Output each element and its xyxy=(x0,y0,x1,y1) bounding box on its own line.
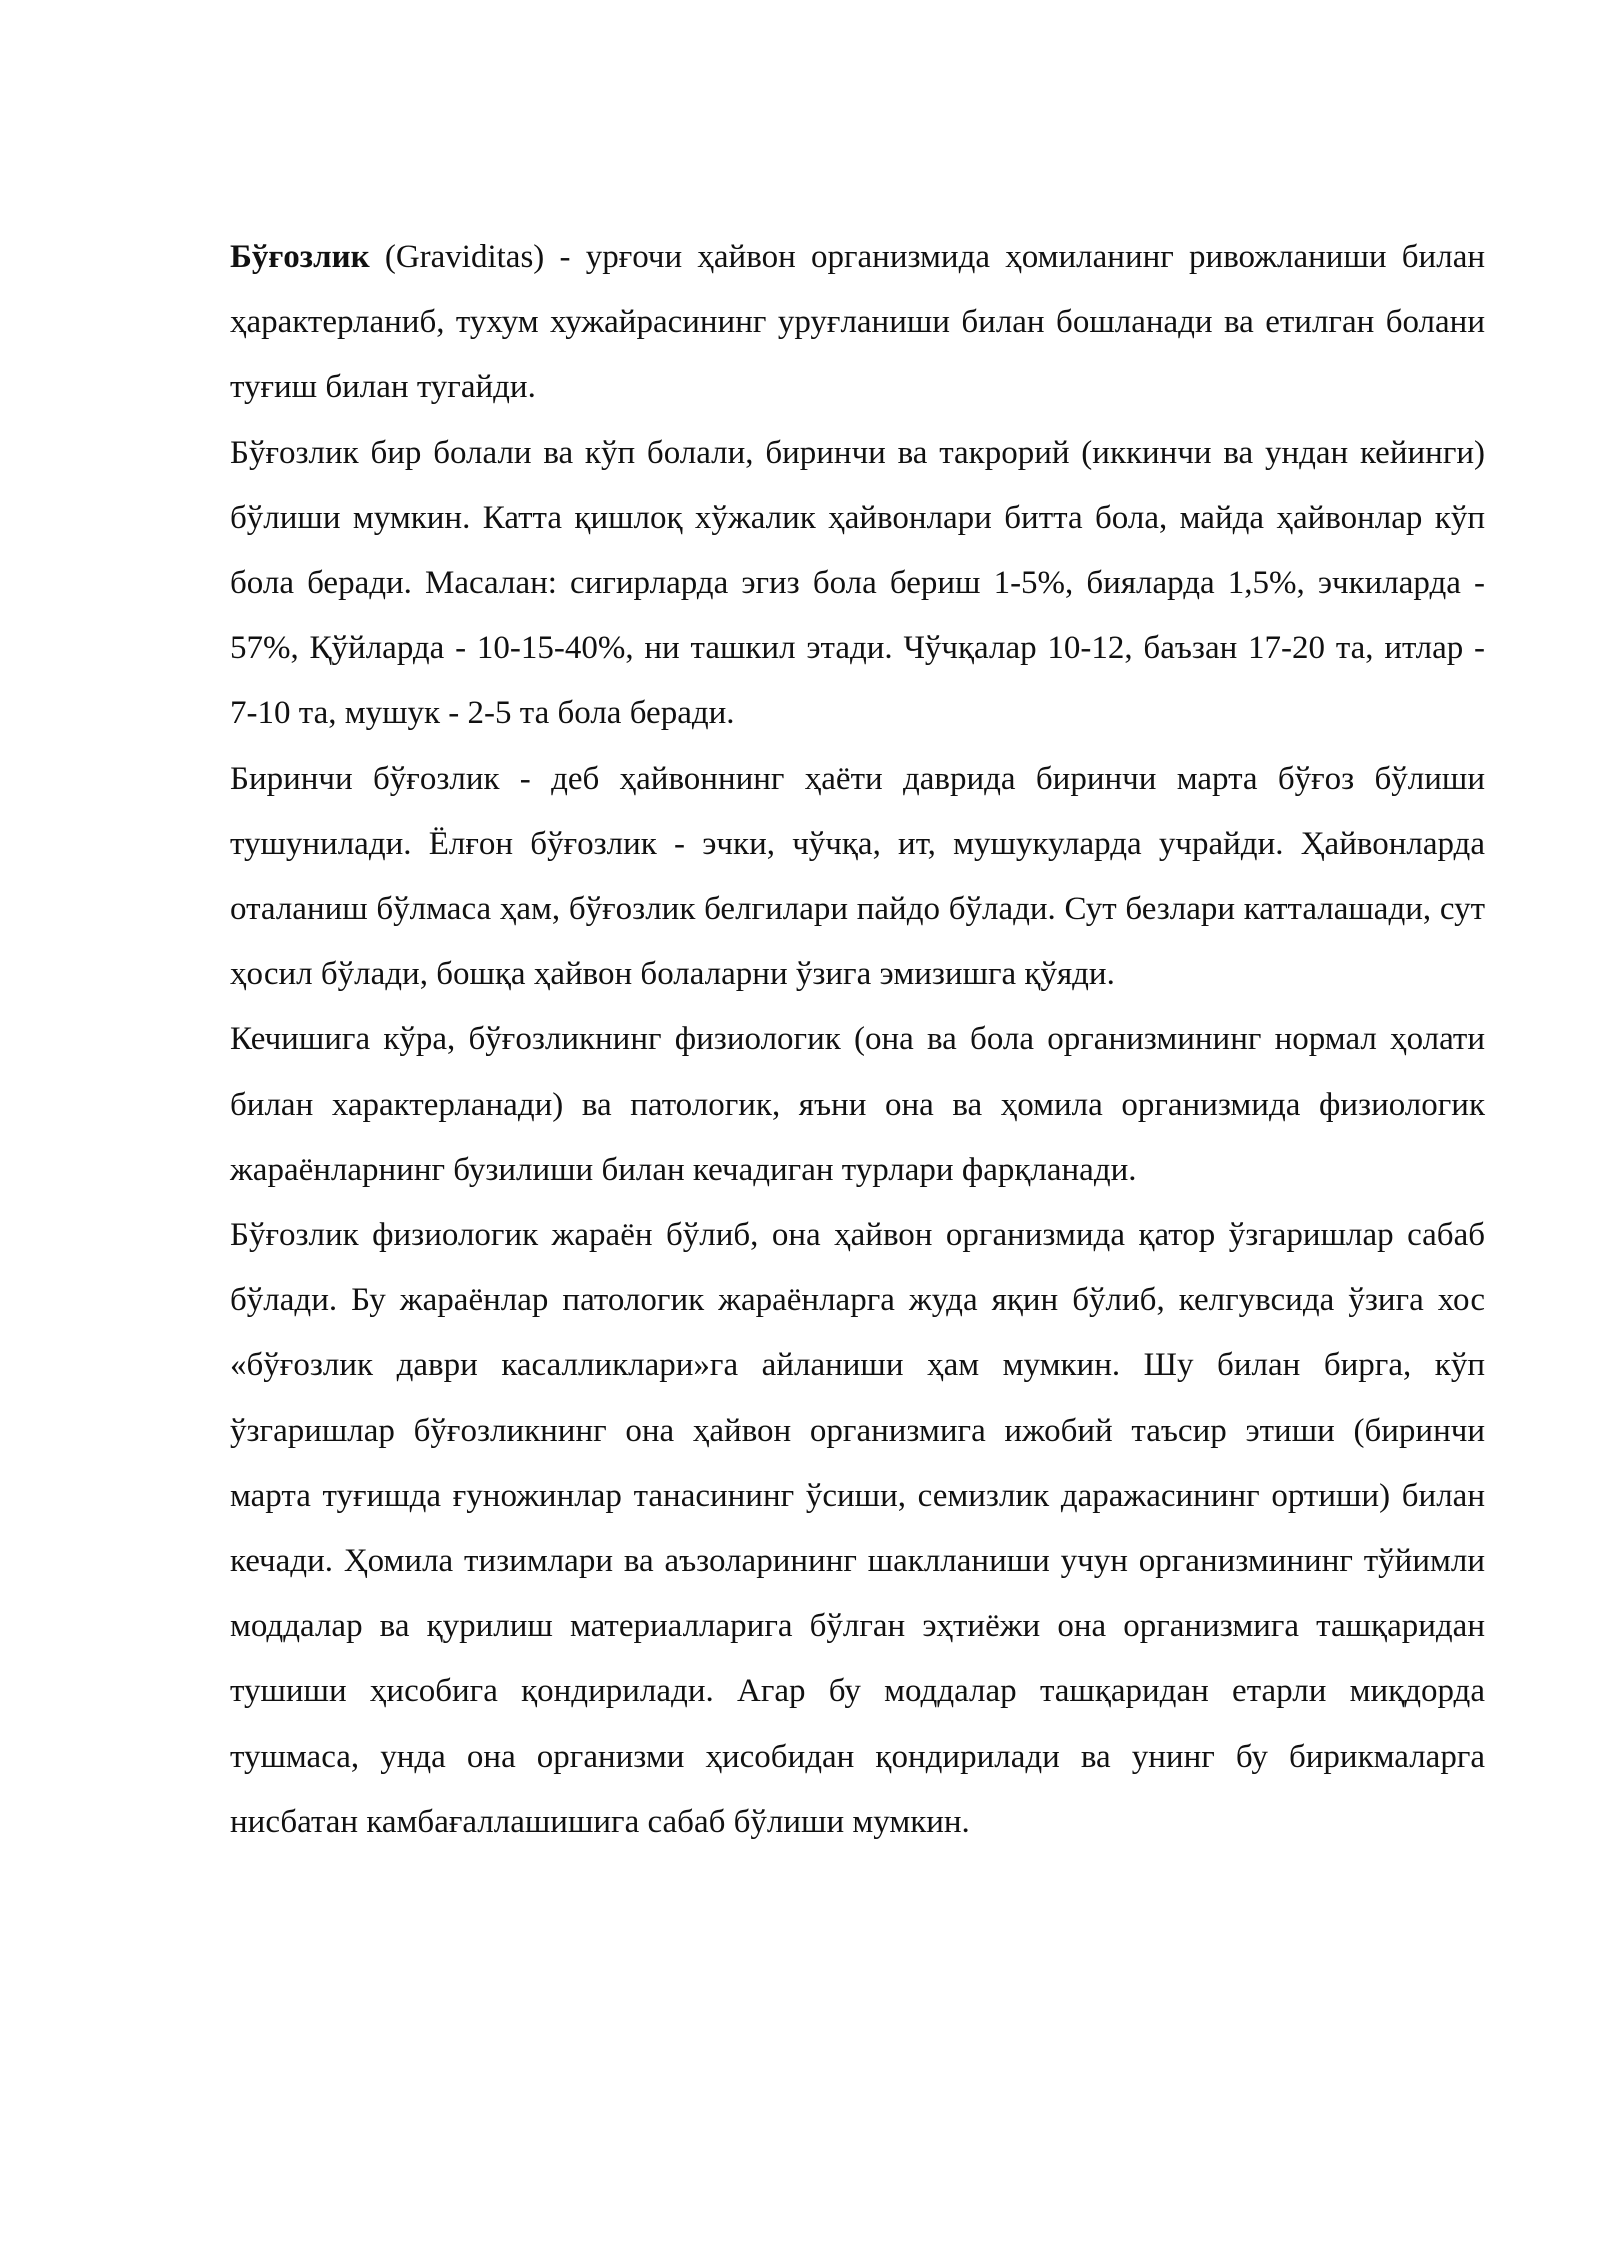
paragraph-1-term: Бўғозлик xyxy=(230,239,370,275)
document-page xyxy=(230,225,1485,1855)
paragraph-1 xyxy=(230,225,1485,421)
paragraph-4: Кечишига кўра, бўғозликнинг физиологик (она ва бола организмининг нормал ҳолати билан характерланади) ва патологик, яъни она ва ҳомила организмида физиологик жараёнларнинг бузилиши билан кечадиган турлари фарқланади. xyxy=(230,1021,1485,1188)
paragraph-3: Биринчи бўғозлик - деб ҳайвоннинг ҳаёти даврида биринчи марта бўғоз бўлиши тушунилади. Ёлғон бўғозлик - эчки, чўчқа, ит, мушукуларда учрайди. Ҳайвонларда оталаниш бўлмаса ҳам, бўғозлик белгилари пайдо бўлади. Сут безлари катталашади, сут ҳосил бўлади, бошқа ҳайвон болаларни ўзига эмизишга қўяди. xyxy=(230,760,1485,993)
paragraph-2: Бўғозлик бир болали ва кўп болали, биринчи ва такрорий (иккинчи ва ундан кейинги) бўлиши мумкин. Катта қишлоқ хўжалик ҳайвонлари битта бола, майда ҳайвонлар кўп бола беради. Масалан: сигирларда эгиз бола бериш 1-5%, бияларда 1,5%, эчкиларда - 57%, Қўйларда - 10-15-40%, ни ташкил этади. Чўчқалар 10-12, баъзан 17-20 та, итлар - 7-10 та, мушук - 2-5 та бола беради. xyxy=(230,434,1485,732)
paragraph-5: Бўғозлик физиологик жараён бўлиб, она ҳайвон организмида қатор ўзгаришлар сабаб бўлади. Бу жараёнлар патологик жараёнларга жуда яқин бўлиб, келгувсида ўзига хос «бўғозлик даври касалликлари»га айланиши ҳам мумкин. Шу билан бирга, кўп ўзгаришлар бўғозликнинг она ҳайвон организмига ижобий таъсир этиши (биринчи марта туғишда ғуножинлар танасининг ўсиши, семизлик даражасининг ортиши) билан кечади. Ҳомила тизимлари ва аъзоларининг шаклланиши учун организмининг тўйимли моддалар ва қурилиш материалларига бўлган эҳтиёжи она организмига ташқаридан тушиши ҳисобига қондирилади. Агар бу моддалар ташқаридан етарли миқдорда тушмаса, унда она организми ҳисобидан қондирилади ва унинг бу бирикмаларга нисбатан камбағаллашишига сабаб бўлиши мумкин. xyxy=(230,1217,1485,1840)
paragraph-1-text: (Graviditas) - урғочи ҳайвон организмида ҳомиланинг ривожланиши билан ҳарактерланиб, тухум хужайрасининг уруғланиши билан бошланади ва етилган болани туғиш билан тугайди. xyxy=(230,239,1485,406)
